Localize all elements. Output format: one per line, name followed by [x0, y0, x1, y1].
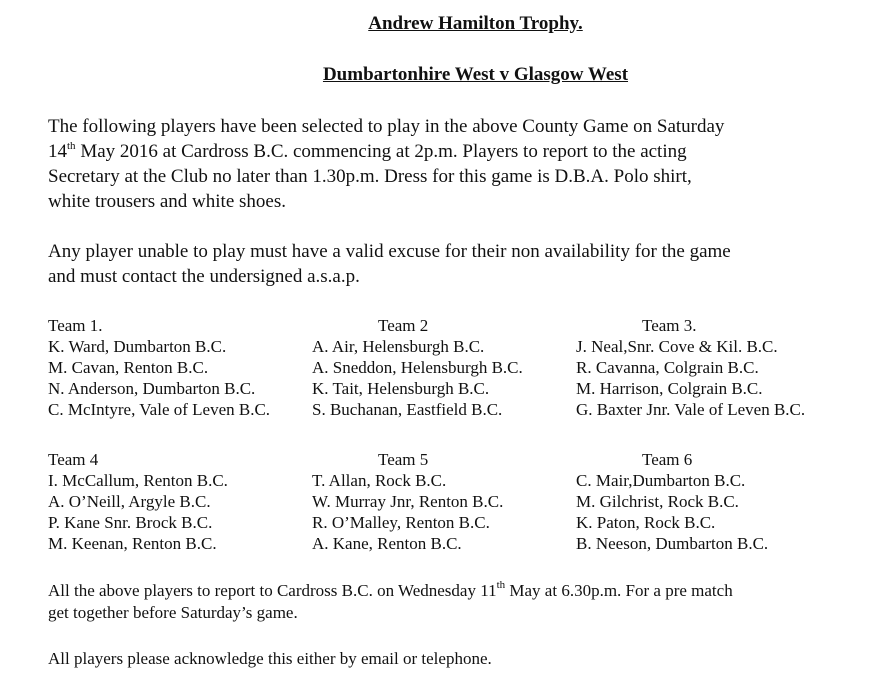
team-heading: Team 2 — [378, 316, 429, 335]
team-member: S. Buchanan, Eastfield B.C. — [312, 400, 503, 419]
excuse-line-1: Any player unable to play must have a valid excuse for their non availability for the game — [48, 241, 731, 262]
team-heading: Team 6 — [642, 450, 693, 469]
team-block-3 — [576, 315, 805, 420]
team-member: C. Mair,Dumbarton B.C. — [576, 471, 746, 490]
team-member: I. McCallum, Renton B.C. — [48, 471, 228, 490]
team-block-5 — [312, 449, 503, 554]
team-member: B. Neeson, Dumbarton B.C. — [576, 534, 769, 553]
intro-line-4: white trousers and white shoes. — [48, 191, 286, 212]
team-block-6 — [576, 449, 768, 554]
team-member: R. Cavanna, Colgrain B.C. — [576, 358, 759, 377]
team-member: G. Baxter Jnr. Vale of Leven B.C. — [576, 400, 806, 419]
report-day-suffix: th — [496, 579, 506, 592]
intro-day-suffix: th — [67, 139, 76, 152]
team-member: K. Tait, Helensburgh B.C. — [312, 379, 490, 398]
intro-line-2-rest: May 2016 at Cardross B.C. commencing at 2p.m. Players to report to the acting — [75, 141, 687, 162]
intro-line-1: The following players have been selected to play in the above County Game on Saturday — [48, 116, 725, 137]
team-member: T. Allan, Rock B.C. — [312, 471, 447, 490]
team-block-2 — [312, 315, 523, 420]
team-member: M. Cavan, Renton B.C. — [48, 358, 209, 377]
team-member: C. McIntyre, Vale of Leven B.C. — [48, 400, 271, 419]
report-line-1-rest: May at 6.30p.m. For a pre match — [505, 581, 733, 600]
acknowledge-line: All players please acknowledge this either by email or telephone. — [48, 649, 492, 668]
intro-day: 14 — [48, 141, 67, 162]
report-line-2: get together before Saturday’s game. — [48, 603, 298, 622]
team-member: J. Neal,Snr. Cove & Kil. B.C. — [576, 337, 778, 356]
team-member: A. O’Neill, Argyle B.C. — [48, 492, 211, 511]
team-member: K. Paton, Rock B.C. — [576, 513, 716, 532]
team-member: N. Anderson, Dumbarton B.C. — [48, 379, 256, 398]
report-line-1 — [48, 580, 848, 602]
team-heading: Team 5 — [378, 450, 429, 469]
team-member: A. Sneddon, Helensburgh B.C. — [312, 358, 523, 377]
team-member: W. Murray Jnr, Renton B.C. — [312, 492, 504, 511]
team-member: P. Kane Snr. Brock B.C. — [48, 513, 213, 532]
intro-line-2 — [48, 139, 848, 164]
team-block-4 — [48, 449, 228, 554]
report-paragraph — [48, 580, 848, 624]
team-member: R. O’Malley, Renton B.C. — [312, 513, 490, 532]
team-member: M. Harrison, Colgrain B.C. — [576, 379, 763, 398]
team-heading: Team 1. — [48, 316, 103, 335]
team-heading: Team 4 — [48, 450, 99, 469]
document-subtitle: Dumbartonhire West v Glasgow West — [322, 64, 629, 85]
intro-line-3: Secretary at the Club no later than 1.30p.m. Dress for this game is D.B.A. Polo shirt, — [48, 166, 692, 187]
acknowledge-paragraph — [48, 648, 848, 670]
report-line-1-start: All the above players to report to Cardross B.C. on Wednesday 11 — [48, 581, 497, 600]
document-title: Andrew Hamilton Trophy. — [368, 13, 583, 34]
team-member: M. Gilchrist, Rock B.C. — [576, 492, 739, 511]
team-block-1 — [48, 315, 270, 420]
excuse-line-2: and must contact the undersigned a.s.a.p. — [48, 266, 360, 287]
team-heading: Team 3. — [642, 316, 697, 335]
intro-paragraph — [48, 114, 848, 214]
team-member: K. Ward, Dumbarton B.C. — [48, 337, 227, 356]
team-member: M. Keenan, Renton B.C. — [48, 534, 217, 553]
team-member: A. Air, Helensburgh B.C. — [312, 337, 485, 356]
excuse-paragraph — [48, 239, 848, 289]
team-member: A. Kane, Renton B.C. — [312, 534, 462, 553]
